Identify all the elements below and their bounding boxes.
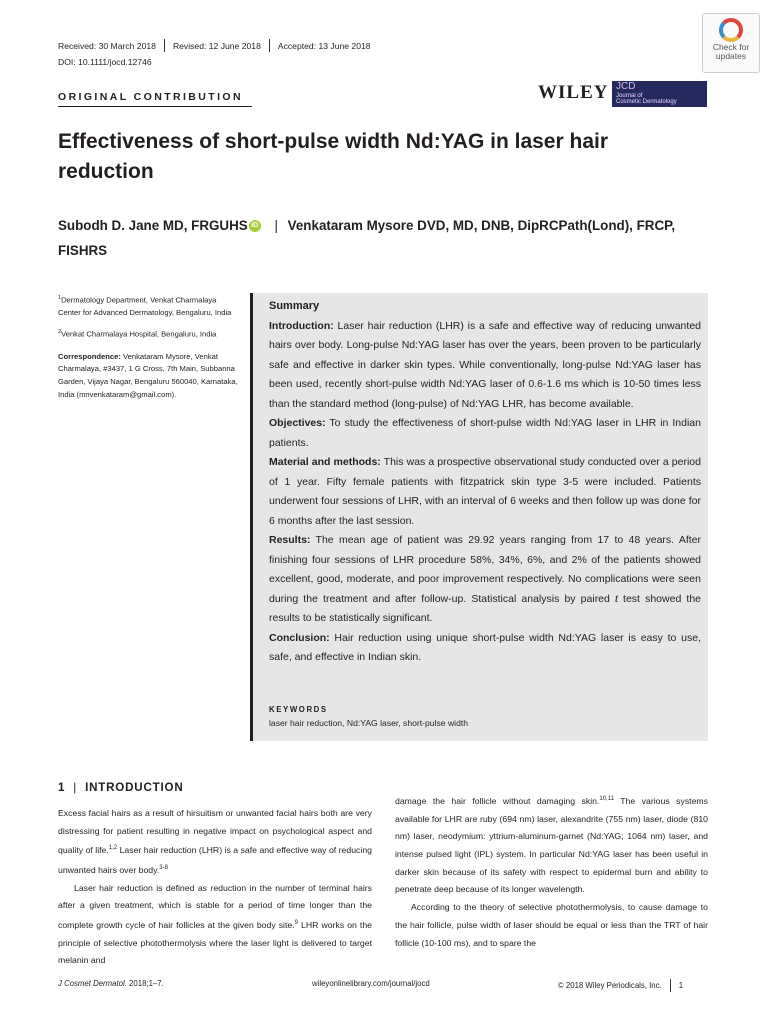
- footer-separator: [670, 979, 671, 992]
- page-number: 1: [678, 981, 684, 990]
- orcid-icon[interactable]: iD: [249, 220, 261, 232]
- crossmark-icon: [719, 18, 743, 42]
- citation[interactable]: 10,11: [599, 796, 614, 802]
- abstract-introduction: Introduction: Laser hair reduction (LHR) is a safe and effective way of reducing unwanted hairs over body. Long-pulse Nd:YAG laser has over the years, been proven to be particularly safe and effective in darker skin types. While conventionally, long-pulse Nd:YAG laser has been used, recently short-pulse width Nd:YAG laser of 0.6-1.6 ms which is 10-50 times less than the standard method (long-pulse) of Nd:YAG LHR, has become available.: [269, 319, 701, 410]
- abstract-methods: Material and methods: This was a prospective observational study conducted over a period of 1 year. Fifty female patients with fitzpatrick skin type 3-5 were included. Patients underwent four sessions of LHR, with an interval of 6 weeks and then follow up was done for 6 months after the last session.: [269, 456, 701, 527]
- received-date: Received: 30 March 2018: [58, 40, 156, 51]
- crossmark-label-2: updates: [715, 51, 747, 61]
- paragraph: damage the hair follicle without damaging skin.$^{10,11}$ The various systems available for LHR are ruby (694 nm) laser, alexandrite (755 nm) laser, diode (810 nm) laser, neodymium: yttrium-aluminum-garnet (Nd:YAG; 1064 nm) laser, and intense pulsed light (IPL) system. In particular Nd:YAG laser has been useful in darker skin because of its safety with respect to epidermal burn and ability to penetrate deep because of its longer wavelength.: [395, 795, 708, 895]
- journal-small-1: Journal of: [616, 93, 643, 99]
- keywords-heading: KEYWORDS: [269, 705, 328, 714]
- body-column-left: [58, 805, 372, 970]
- copyright: © 2018 Wiley Periodicals, Inc.: [558, 981, 662, 990]
- article-dates: [58, 39, 371, 52]
- date-separator: [269, 39, 270, 52]
- section-rule: [58, 106, 252, 107]
- journal-abbr: JCD: [616, 81, 636, 92]
- author-2: Venkataram Mysore DVD, MD, DNB, DipRCPath(Lond), FRCP, FISHRS: [58, 218, 676, 258]
- abstract-heading: Summary: [269, 300, 320, 312]
- paragraph: According to the theory of selective photothermolysis, to cause damage to the hair follicle, pulse width of laser should be equal or less than the TRT of hair follicle (10-100 ms), and to spare the: [395, 902, 708, 948]
- paragraph: Excess facial hairs as a result of hirsuitism or unwanted facial hairs both are very distressing for patient resulting in negative impact on psychological aspect and quality of life.$^{1,2}$ Laser hair reduction (LHR) is a safe and effective way of reducing unwanted hairs over body.$^{3-8}$: [58, 808, 372, 875]
- footer-citation: J Cosmet Dermatol. 2018;1–7.: [58, 979, 164, 988]
- footer-url[interactable]: wileyonlinelibrary.com/journal/jocd: [312, 979, 430, 988]
- doi[interactable]: DOI: 10.1111/jocd.12746: [58, 57, 152, 67]
- abstract-conclusion: Conclusion: Hair reduction using unique short-pulse width Nd:YAG laser is easy to use, safe, and effective in Indian skin.: [269, 631, 701, 663]
- section-heading-introduction: 1 | INTRODUCTION: [58, 781, 184, 794]
- keywords: laser hair reduction, Nd:YAG laser, short-pulse width: [269, 718, 469, 728]
- citation[interactable]: 3-8: [159, 865, 168, 871]
- citation[interactable]: 1,2: [108, 845, 118, 852]
- article-title: Effectiveness of short-pulse width Nd:YAG in laser hair reduction: [58, 130, 609, 183]
- affiliation-1: $^1$Dermatology Department, Venkat Charmalaya Center for Advanced Dermatology, Bengaluru, India: [58, 295, 232, 318]
- correspondence: Correspondence: Venkataram Mysore, Venkat Charmalaya, #3437, 1 G Cross, 7th Main, Subbanna Garden, Vijaya Nagar, Bengaluru 560040, Karnataka, India (mnvenkataram@gmail.com).: [58, 351, 238, 399]
- abstract-box: [250, 293, 708, 741]
- citation[interactable]: 9: [294, 920, 298, 926]
- abstract-objectives: Objectives: To study the effectiveness of short-pulse width Nd:YAG laser in LHR in Indian patients.: [269, 417, 701, 449]
- abstract-body: [269, 297, 701, 668]
- affiliations: [58, 292, 238, 407]
- revised-date: Revised: 12 June 2018: [172, 40, 261, 51]
- publisher-logo: WILEY: [538, 82, 609, 103]
- accepted-date: Accepted: 13 June 2018: [277, 40, 371, 51]
- date-separator: [164, 39, 165, 52]
- abstract-results: Results: The mean age of patient was 29.92 years ranging from 17 to 48 years. After finishing four sessions of LHR procedure 58%, 34%, 6%, and 2% of the patients showed excellent, good, moderate, and poor improvement respectively. No complications were seen during the treatment and after follow-up. Statistical analysis by paired t test showed the results to be statistically significant.: [269, 534, 702, 624]
- author-list: [58, 213, 718, 263]
- author-1: Subodh D. Jane MD, FRGUHS: [58, 218, 248, 233]
- footer-right: [558, 979, 683, 992]
- author-divider: |: [274, 218, 278, 233]
- paragraph: Laser hair reduction is defined as reduction in the number of terminal hairs after a given treatment, which is stable for a period of time longer than the complete growth cycle of hair follicles at the given body site.$^9$ LHR works on the principle of selective photothermolysis where the laser light is delivered to target melanin and: [58, 882, 372, 966]
- check-for-updates-button[interactable]: [702, 13, 760, 73]
- body-column-right: [395, 791, 708, 952]
- affiliation-2: $^2$Venkat Charmalaya Hospital, Bengaluru, India: [58, 328, 217, 339]
- journal-logo: [612, 81, 707, 107]
- journal-small-2: Cosmetic Dermatology: [616, 99, 677, 105]
- section-label: ORIGINAL CONTRIBUTION: [58, 91, 243, 103]
- crossmark-label-1: Check for: [712, 42, 750, 52]
